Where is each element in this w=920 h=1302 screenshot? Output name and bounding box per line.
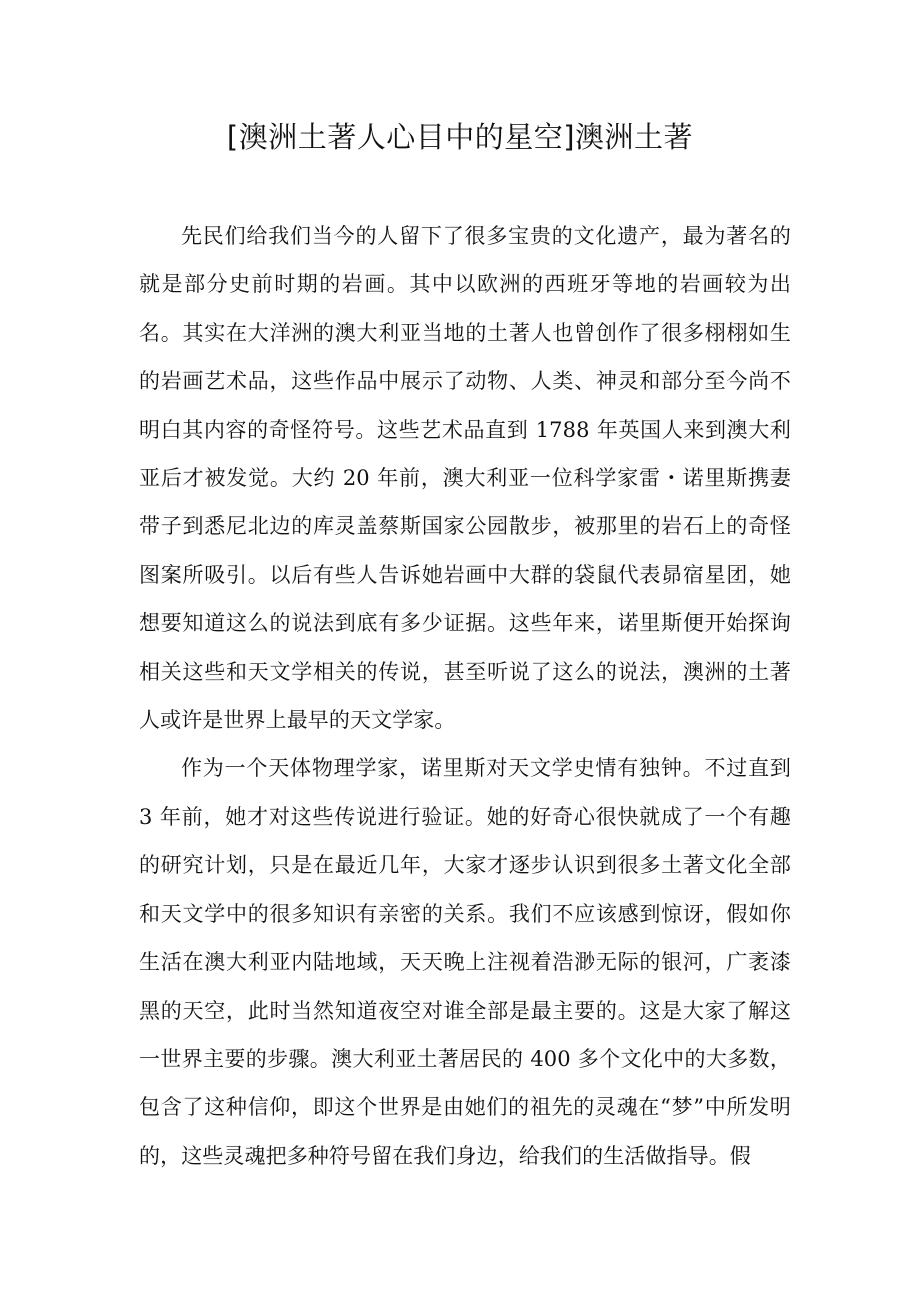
document-title: [澳洲土著人心目中的星空]澳洲土著 [226,120,694,154]
paragraph-1: 先民们给我们当今的人留下了很多宝贵的文化遗产，最为著名的就是部分史前时期的岩画。其中以欧洲的西班牙等地的岩画较为出名。其实在大洋洲的澳大利亚当地的土著人也曾创作了很多栩栩如生的岩画艺术品，这些作品中展示了动物、人类、神灵和部分至今尚不明白其内容的奇怪符号。这些艺术品直到 1788 年英国人来到澳大利亚后才被发觉。大约 20 年前，澳大利亚一位科学家雷・诺里斯携妻带子到悉尼北边的库灵盖蔡斯国家公园散步，被那里的岩石上的奇怪图案所吸引。以后有些人告诉她岩画中大群的袋鼠代表昴宿星团，她想要知道这么的说法到底有多少证据。这些年来，诺里斯便开始探询相关这些和天文学相关的传说，甚至听说了这么的说法，澳洲的土著人或许是世界上最早的天文学家。 [139,224,791,733]
paragraph-2: 作为一个天体物理学家，诺里斯对天文学史情有独钟。不过直到 3 年前，她才对这些传说进行验证。她的好奇心很快就成了一个有趣的研究计划，只是在最近几年，大家才逐步认识到很多土著文化全部和天文学中的很多知识有亲密的关系。我们不应该感到惊讶，假如你生活在澳大利亚内陆地域，天天晚上注视着浩渺无际的银河，广袤漆黑的天空，此时当然知道夜空对谁全部是最主要的。这是大家了解这一世界主要的步骤。澳大利亚土著居民的 400 多个文化中的大多数，包含了这种信仰，即这个世界是由她们的祖先的灵魂在“梦”中所发明的，这些灵魂把多种符号留在我们身边，给我们的生活做指导。假 [139,756,791,1168]
document-body [139,212,791,1180]
